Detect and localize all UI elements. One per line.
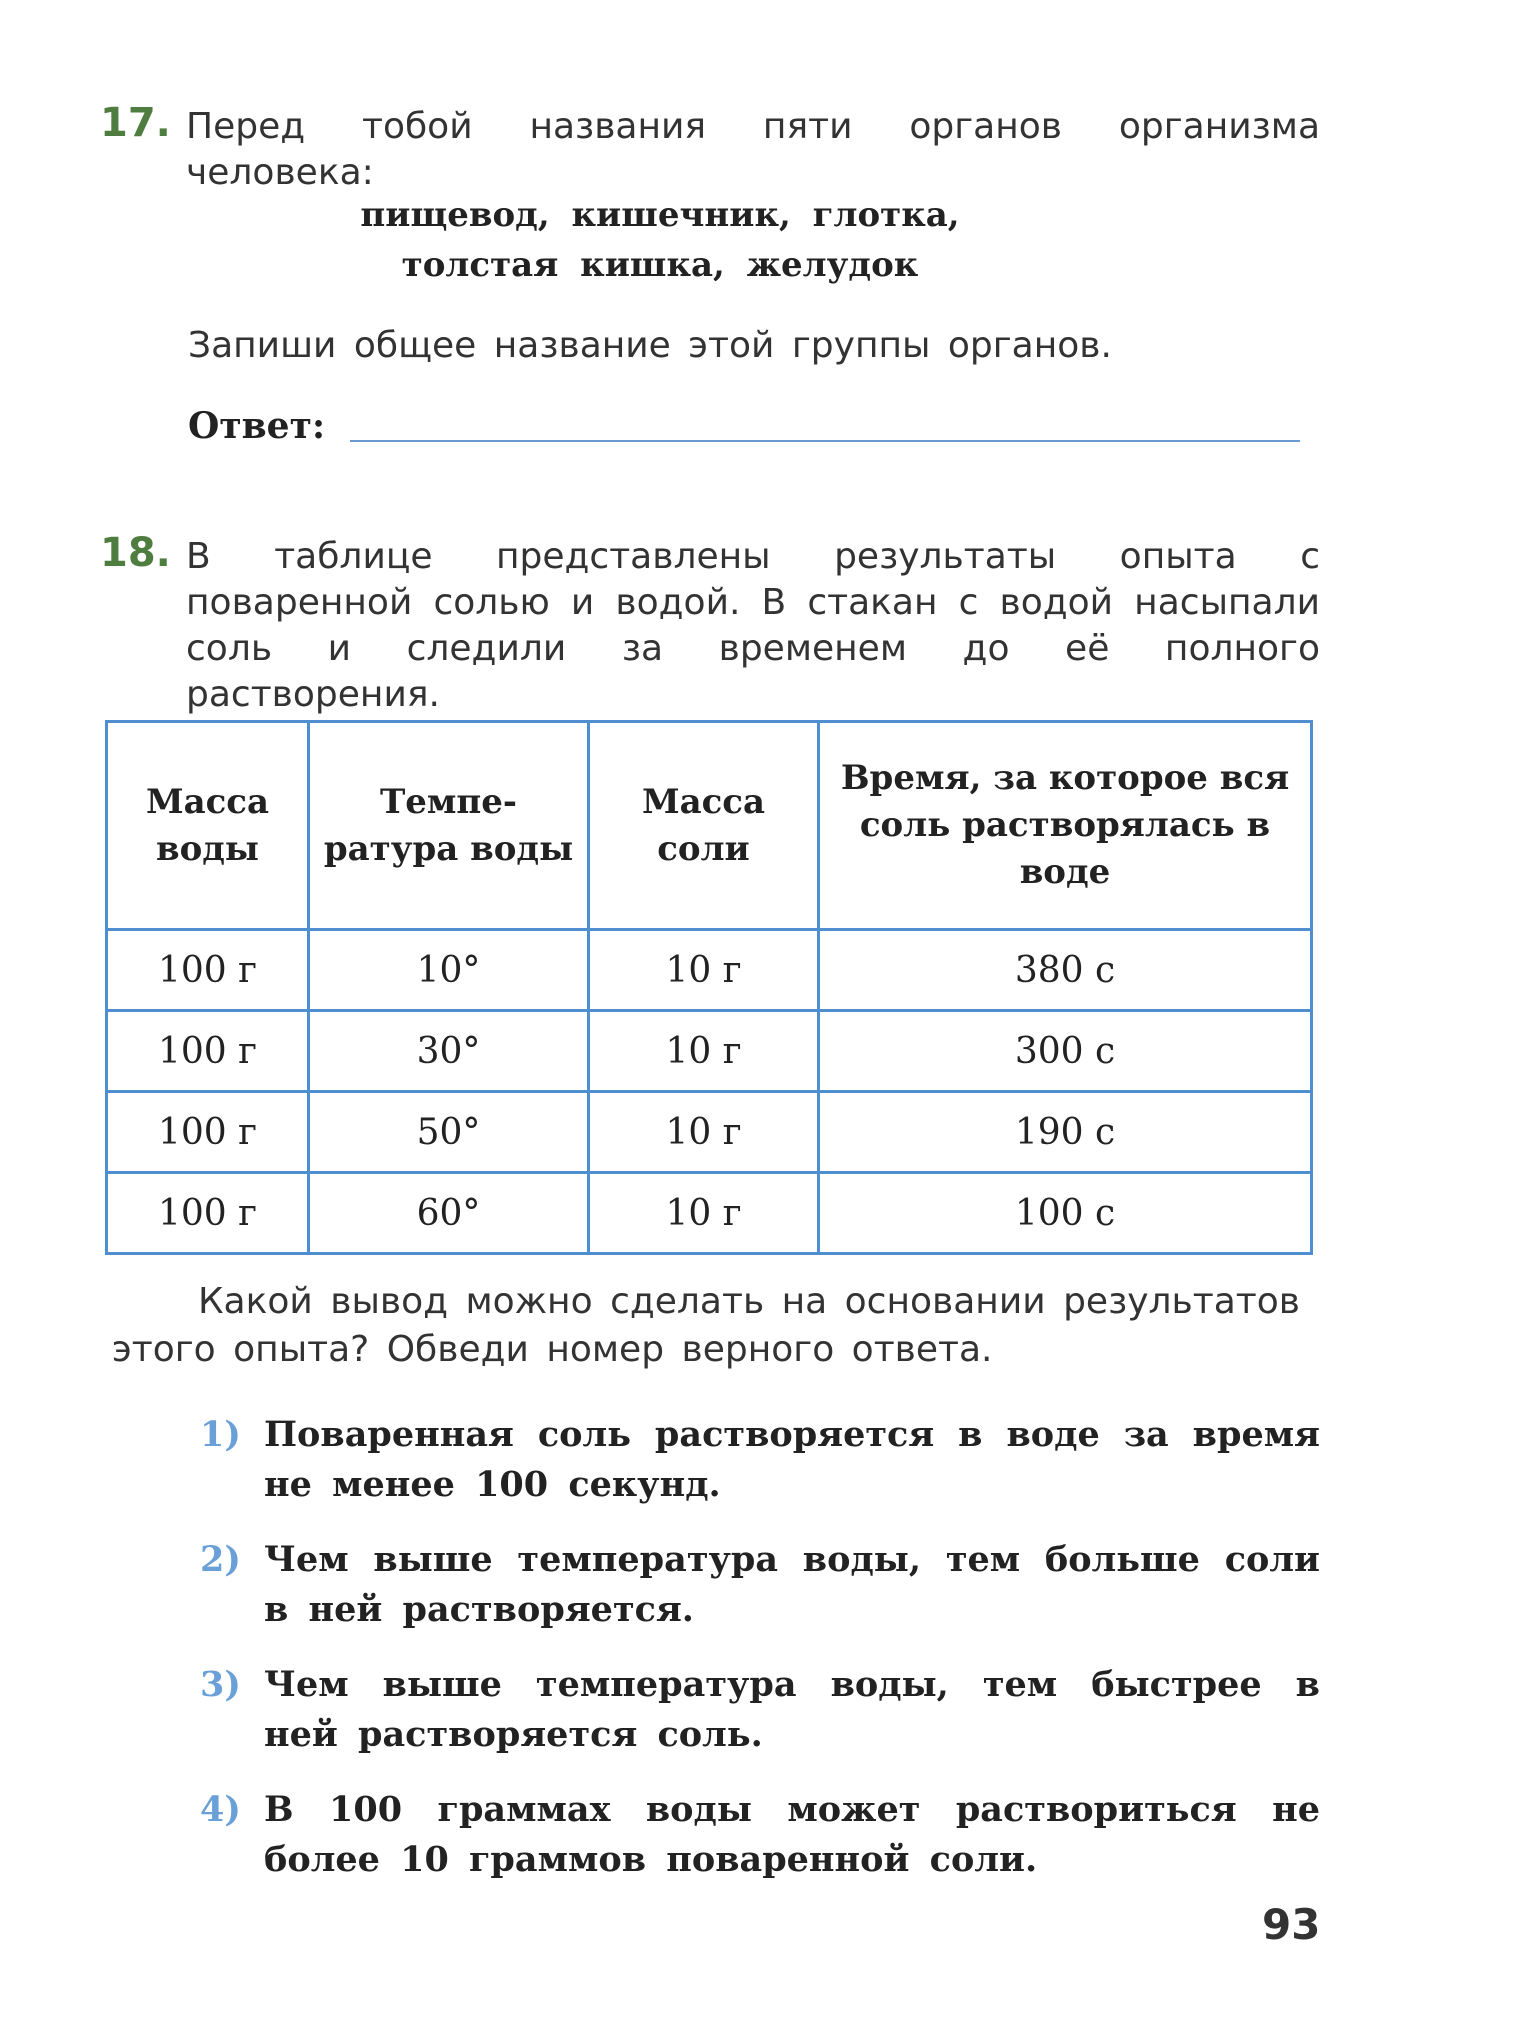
cell-water-mass: 100 г	[107, 1011, 309, 1092]
task-18-number: 18.	[100, 530, 171, 576]
results-table	[105, 720, 1313, 1255]
option-text: В 100 граммах воды может раствориться не более 10 граммов поваренной соли.	[264, 1789, 1320, 1880]
task-17-text: Перед тобой названия пяти органов организма человека:	[186, 106, 1320, 193]
option-text: Чем выше температура воды, тем больше соли в ней растворяется.	[264, 1539, 1320, 1630]
option-number[interactable]: 1)	[200, 1414, 241, 1455]
task-18	[100, 530, 1320, 715]
cell-temperature: 10°	[309, 930, 589, 1011]
cell-water-mass: 100 г	[107, 1092, 309, 1173]
task-17-instruction: Запиши общее название этой группы органов.	[188, 325, 1112, 366]
task-17-number: 17.	[100, 100, 171, 146]
cell-salt-mass: 10 г	[589, 1092, 819, 1173]
table-row	[107, 930, 1312, 1011]
answer-line[interactable]	[350, 440, 1300, 442]
option-number[interactable]: 2)	[200, 1539, 241, 1580]
task-18-question	[112, 1278, 1312, 1374]
cell-time: 380 с	[819, 930, 1312, 1011]
cell-salt-mass: 10 г	[589, 1173, 819, 1254]
table-row	[107, 1011, 1312, 1092]
cell-salt-mass: 10 г	[589, 1011, 819, 1092]
option-number[interactable]: 3)	[200, 1664, 241, 1705]
answer-option-2[interactable]	[200, 1535, 1320, 1635]
cell-salt-mass: 10 г	[589, 930, 819, 1011]
answer-option-3[interactable]	[200, 1660, 1320, 1760]
cell-temperature: 30°	[309, 1011, 589, 1092]
option-text: Чем выше температура воды, тем быстрее в ней растворяется соль.	[264, 1664, 1320, 1755]
task-17	[100, 100, 1320, 193]
cell-temperature: 50°	[309, 1092, 589, 1173]
answer-option-1[interactable]	[200, 1410, 1320, 1510]
cell-time: 190 с	[819, 1092, 1312, 1173]
organ-list	[280, 190, 1040, 290]
cell-time: 100 с	[819, 1173, 1312, 1254]
table-header-row	[107, 722, 1312, 930]
option-number[interactable]: 4)	[200, 1789, 241, 1830]
cell-time: 300 с	[819, 1011, 1312, 1092]
cell-water-mass: 100 г	[107, 930, 309, 1011]
organ-list-line-1: пищевод, кишечник, глотка,	[360, 195, 960, 235]
table-row	[107, 1173, 1312, 1254]
option-text: Поваренная соль растворяется в воде за время не менее 100 секунд.	[264, 1414, 1320, 1505]
answer-option-4[interactable]	[200, 1785, 1320, 1885]
question-line-2: этого опыта? Обведи номер верного ответа.	[112, 1329, 993, 1370]
answer-label: Ответ:	[188, 405, 326, 447]
table-row	[107, 1092, 1312, 1173]
task-18-text: В таблице представлены результаты опыта с поваренной солью и водой. В стакан с водой насыпали соль и следили за временем до её полного растворения.	[186, 536, 1320, 715]
cell-temperature: 60°	[309, 1173, 589, 1254]
question-line-1: Какой вывод можно сделать на основании результатов	[198, 1281, 1300, 1322]
organ-list-line-2: толстая кишка, желудок	[401, 245, 919, 285]
header-water-temperature: Темпе- ратура воды	[309, 722, 589, 930]
header-salt-mass: Масса соли	[589, 722, 819, 930]
cell-water-mass: 100 г	[107, 1173, 309, 1254]
header-dissolve-time: Время, за которое вся соль растворялась в воде	[819, 722, 1312, 930]
page-number: 93	[1262, 1900, 1321, 1949]
header-water-mass: Масса воды	[107, 722, 309, 930]
